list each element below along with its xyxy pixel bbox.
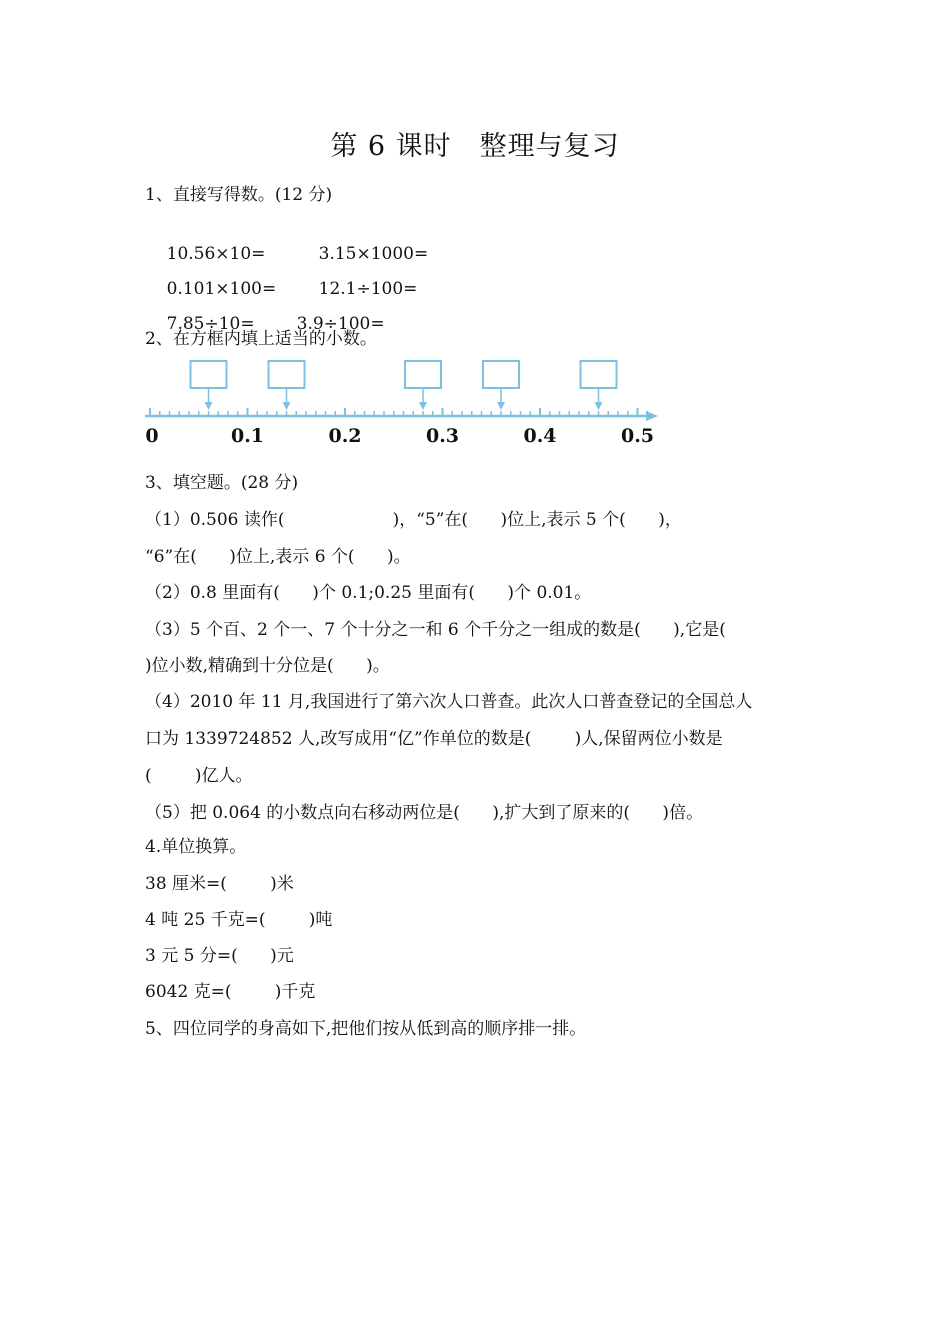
pointer-arrow-icon [419, 402, 427, 410]
q1-expression: 3.15×1000= [318, 244, 429, 264]
answer-box-frame [483, 361, 519, 388]
answer-box[interactable] [269, 361, 305, 410]
q3-line: （3）5 个百、2 个一、7 个十分之一和 6 个千分之一组成的数是( ),它是( [145, 620, 726, 640]
q1-expression: 0.101×100= [166, 279, 277, 299]
answer-box[interactable] [405, 361, 441, 410]
number-line-label: 0 [145, 425, 159, 447]
q3-line: 口为 1339724852 人,改写成用“亿”作单位的数是( )人,保留两位小数是 [145, 729, 723, 749]
number-line-arrow [646, 411, 658, 421]
q4-line: 4 吨 25 千克=( )吨 [145, 910, 333, 930]
number-line-figure [140, 352, 670, 452]
number-line-label: 0.5 [620, 425, 655, 447]
q3-line: “6”在( )位上,表示 6 个( )。 [145, 547, 411, 567]
q2-heading: 2、在方框内填上适当的小数。 [145, 329, 377, 349]
q4-heading: 4.单位换算。 [145, 837, 247, 857]
q3-line: （5）把 0.064 的小数点向右移动两位是( ),扩大到了原来的( )倍。 [145, 803, 704, 823]
answer-box[interactable] [483, 361, 519, 410]
pointer-arrow-icon [595, 402, 603, 410]
q3-line: （4）2010 年 11 月,我国进行了第六次人口普查。此次人口普查登记的全国总人 [145, 692, 753, 712]
pointer-arrow-icon [205, 402, 213, 410]
answer-box[interactable] [581, 361, 617, 410]
answer-box[interactable] [191, 361, 227, 410]
pointer-arrow-icon [497, 402, 505, 410]
q4-line: 38 厘米=( )米 [145, 874, 294, 894]
number-line-label: 0.2 [328, 425, 362, 447]
q3-line: )位小数,精确到十分位是( )。 [145, 656, 390, 676]
answer-box-frame [191, 361, 227, 388]
q4-line: 3 元 5 分=( )元 [145, 946, 294, 966]
number-line-label: 0.4 [523, 425, 557, 447]
answer-box-frame [269, 361, 305, 388]
q5-heading: 5、四位同学的身高如下,把他们按从低到高的顺序排一排。 [145, 1019, 587, 1039]
q3-line: ( )亿人。 [145, 766, 253, 786]
q4-line: 6042 克=( )千克 [145, 982, 316, 1002]
q1-heading: 1、直接写得数。(12 分) [145, 185, 333, 205]
q1-expression: 7.85÷10= [166, 314, 255, 334]
q1-expression: 10.56×10= [166, 244, 266, 264]
answer-box-frame [581, 361, 617, 388]
q3-line: （1）0.506 读作( )，“5”在( )位上,表示 5 个( )， [145, 510, 682, 530]
q1-expression: 3.9÷100= [296, 314, 385, 334]
q3-heading: 3、填空题。(28 分) [145, 473, 299, 493]
page-title: 第 6 课时 整理与复习 [330, 131, 620, 162]
number-line-label: 0.1 [230, 425, 265, 447]
q3-line: （2）0.8 里面有( )个 0.1;0.25 里面有( )个 0.01。 [145, 583, 592, 603]
answer-box-frame [405, 361, 441, 388]
pointer-arrow-icon [283, 402, 291, 410]
number-line-label: 0.3 [425, 425, 460, 447]
q1-expression: 12.1÷100= [318, 279, 418, 299]
